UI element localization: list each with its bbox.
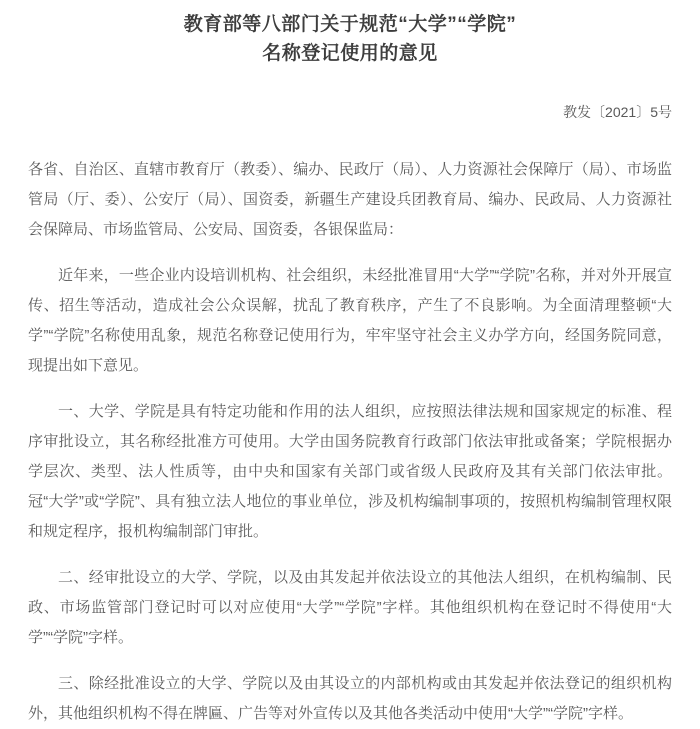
document-number: 教发〔2021〕5号 [563, 104, 672, 120]
document-title-line1: 教育部等八部门关于规范“大学”“学院” [183, 14, 517, 35]
document-title [28, 10, 672, 68]
section-2-paragraph: 二、经审批设立的大学、学院，以及由其发起并依法设立的其他法人组织，在机构编制、民政、市场监管部门登记时可以对应使用“大学”“学院”字样。其他组织机构在登记时不得使用“大学”“学院”字样。 [28, 569, 672, 646]
document-title-line2: 名称登记使用的意见 [262, 43, 438, 64]
document-body [28, 261, 672, 729]
section-1-paragraph: 一、大学、学院是具有特定功能和作用的法人组织，应按照法律法规和国家规定的标准、程序审批设立，其名称经批准方可使用。大学由国务院教育行政部门依法审批或备案；学院根据办学层次、类型、法人性质等，由中央和国家有关部门或省级人民政府及其有关部门依法审批。冠“大学”或“学院”、具有独立法人地位的事业单位，涉及机构编制事项的，按照机构编制管理权限和规定程序，报机构编制部门审批。 [28, 403, 672, 540]
addressee-paragraph: 各省、自治区、直辖市教育厅（教委）、编办、民政厅（局）、人力资源社会保障厅（局）、市场监管局（厅、委）、公安厅（局）、国资委，新疆生产建设兵团教育局、编办、民政局、人力资源社会保障局、市场监管局、公安局、国资委，各银保监局： [28, 161, 672, 238]
intro-paragraph: 近年来，一些企业内设培训机构、社会组织，未经批准冒用“大学”“学院”名称，并对外开展宣传、招生等活动，造成社会公众误解，扰乱了教育秩序，产生了不良影响。为全面清理整顿“大学”“学院”名称使用乱象，规范名称登记使用行为，牢牢坚守社会主义办学方向，经国务院同意，现提出如下意见。 [28, 267, 672, 374]
section-3-paragraph: 三、除经批准设立的大学、学院以及由其设立的内部机构或由其发起并依法登记的组织机构外，其他组织机构不得在牌匾、广告等对外宣传以及其他各类活动中使用“大学”“学院”字样。 [28, 675, 672, 722]
